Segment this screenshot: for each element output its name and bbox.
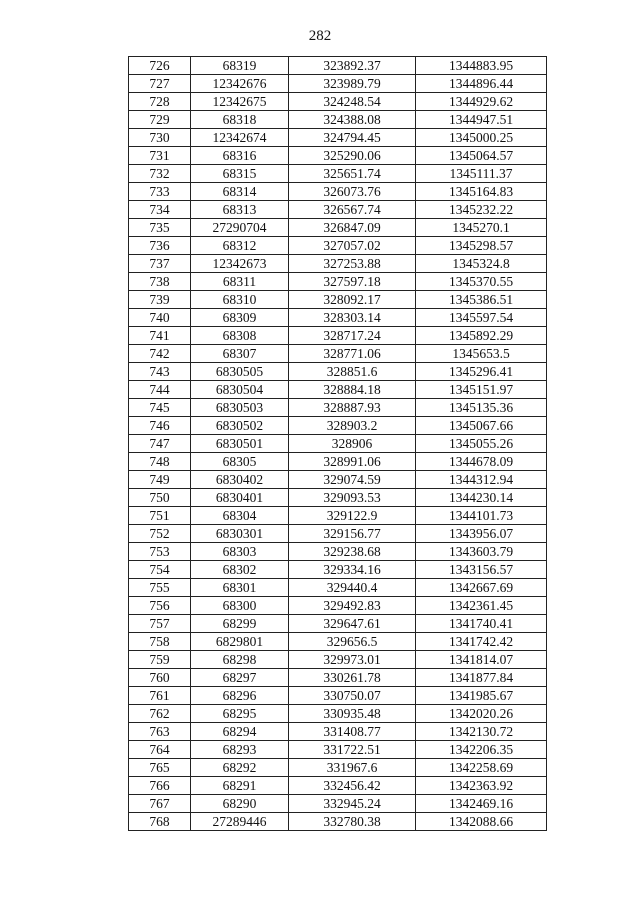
point-id-cell: 12342675 — [191, 93, 289, 111]
table-row — [129, 309, 547, 327]
y-coordinate-cell: 1342020.26 — [416, 705, 547, 723]
point-id-cell: 68303 — [191, 543, 289, 561]
y-coordinate-cell: 1344230.14 — [416, 489, 547, 507]
x-coordinate-cell: 328903.2 — [289, 417, 416, 435]
point-id-cell: 27290704 — [191, 219, 289, 237]
table-row — [129, 561, 547, 579]
y-coordinate-cell: 1342667.69 — [416, 579, 547, 597]
x-coordinate-cell: 326567.74 — [289, 201, 416, 219]
row-index-cell: 736 — [129, 237, 191, 255]
x-coordinate-cell: 327253.88 — [289, 255, 416, 273]
table-row — [129, 471, 547, 489]
row-index-cell: 757 — [129, 615, 191, 633]
x-coordinate-cell: 329156.77 — [289, 525, 416, 543]
x-coordinate-cell: 329647.61 — [289, 615, 416, 633]
x-coordinate-cell: 324388.08 — [289, 111, 416, 129]
table-row — [129, 723, 547, 741]
point-id-cell: 68302 — [191, 561, 289, 579]
row-index-cell: 754 — [129, 561, 191, 579]
table-row — [129, 741, 547, 759]
point-id-cell: 68312 — [191, 237, 289, 255]
x-coordinate-cell: 330935.48 — [289, 705, 416, 723]
y-coordinate-cell: 1345151.97 — [416, 381, 547, 399]
y-coordinate-cell: 1342130.72 — [416, 723, 547, 741]
point-id-cell: 68296 — [191, 687, 289, 705]
point-id-cell: 68319 — [191, 57, 289, 75]
point-id-cell: 6830401 — [191, 489, 289, 507]
y-coordinate-cell: 1341814.07 — [416, 651, 547, 669]
table-row — [129, 57, 547, 75]
point-id-cell: 68304 — [191, 507, 289, 525]
y-coordinate-cell: 1344678.09 — [416, 453, 547, 471]
point-id-cell: 6830504 — [191, 381, 289, 399]
x-coordinate-cell: 330750.07 — [289, 687, 416, 705]
x-coordinate-cell: 329492.83 — [289, 597, 416, 615]
table-row — [129, 453, 547, 471]
point-id-cell: 6830501 — [191, 435, 289, 453]
table-row — [129, 201, 547, 219]
x-coordinate-cell: 327597.18 — [289, 273, 416, 291]
point-id-cell: 68308 — [191, 327, 289, 345]
row-index-cell: 765 — [129, 759, 191, 777]
table-row — [129, 687, 547, 705]
point-id-cell: 68314 — [191, 183, 289, 201]
y-coordinate-cell: 1342361.45 — [416, 597, 547, 615]
y-coordinate-cell: 1345270.1 — [416, 219, 547, 237]
table-row — [129, 651, 547, 669]
row-index-cell: 726 — [129, 57, 191, 75]
table-row — [129, 255, 547, 273]
point-id-cell: 27289446 — [191, 813, 289, 831]
row-index-cell: 764 — [129, 741, 191, 759]
row-index-cell: 739 — [129, 291, 191, 309]
row-index-cell: 743 — [129, 363, 191, 381]
row-index-cell: 731 — [129, 147, 191, 165]
table-row — [129, 399, 547, 417]
point-id-cell: 68299 — [191, 615, 289, 633]
row-index-cell: 767 — [129, 795, 191, 813]
y-coordinate-cell: 1343156.57 — [416, 561, 547, 579]
row-index-cell: 761 — [129, 687, 191, 705]
table-row — [129, 327, 547, 345]
point-id-cell: 12342676 — [191, 75, 289, 93]
row-index-cell: 727 — [129, 75, 191, 93]
point-id-cell: 68301 — [191, 579, 289, 597]
y-coordinate-cell: 1345111.37 — [416, 165, 547, 183]
row-index-cell: 744 — [129, 381, 191, 399]
table-row — [129, 345, 547, 363]
row-index-cell: 730 — [129, 129, 191, 147]
y-coordinate-cell: 1345892.29 — [416, 327, 547, 345]
point-id-cell: 68290 — [191, 795, 289, 813]
x-coordinate-cell: 328884.18 — [289, 381, 416, 399]
table-row — [129, 237, 547, 255]
table-row — [129, 777, 547, 795]
y-coordinate-cell: 1345067.66 — [416, 417, 547, 435]
row-index-cell: 742 — [129, 345, 191, 363]
row-index-cell: 762 — [129, 705, 191, 723]
point-id-cell: 68300 — [191, 597, 289, 615]
x-coordinate-cell: 328991.06 — [289, 453, 416, 471]
x-coordinate-cell: 329440.4 — [289, 579, 416, 597]
x-coordinate-cell: 328771.06 — [289, 345, 416, 363]
table-row — [129, 129, 547, 147]
y-coordinate-cell: 1341740.41 — [416, 615, 547, 633]
y-coordinate-cell: 1343603.79 — [416, 543, 547, 561]
x-coordinate-cell: 324794.45 — [289, 129, 416, 147]
table-row — [129, 75, 547, 93]
point-id-cell: 12342674 — [191, 129, 289, 147]
row-index-cell: 763 — [129, 723, 191, 741]
x-coordinate-cell: 329238.68 — [289, 543, 416, 561]
row-index-cell: 758 — [129, 633, 191, 651]
table-row — [129, 705, 547, 723]
x-coordinate-cell: 325651.74 — [289, 165, 416, 183]
x-coordinate-cell: 331967.6 — [289, 759, 416, 777]
row-index-cell: 753 — [129, 543, 191, 561]
row-index-cell: 728 — [129, 93, 191, 111]
row-index-cell: 747 — [129, 435, 191, 453]
point-id-cell: 68307 — [191, 345, 289, 363]
point-id-cell: 68298 — [191, 651, 289, 669]
y-coordinate-cell: 1345324.8 — [416, 255, 547, 273]
x-coordinate-cell: 328717.24 — [289, 327, 416, 345]
table-row — [129, 543, 547, 561]
x-coordinate-cell: 329334.16 — [289, 561, 416, 579]
point-id-cell: 68318 — [191, 111, 289, 129]
table-row — [129, 291, 547, 309]
y-coordinate-cell: 1345296.41 — [416, 363, 547, 381]
row-index-cell: 768 — [129, 813, 191, 831]
point-id-cell: 68315 — [191, 165, 289, 183]
x-coordinate-cell: 332456.42 — [289, 777, 416, 795]
x-coordinate-cell: 328303.14 — [289, 309, 416, 327]
table-row — [129, 489, 547, 507]
row-index-cell: 734 — [129, 201, 191, 219]
x-coordinate-cell: 332780.38 — [289, 813, 416, 831]
table-row — [129, 615, 547, 633]
row-index-cell: 755 — [129, 579, 191, 597]
row-index-cell: 740 — [129, 309, 191, 327]
table-row — [129, 633, 547, 651]
point-id-cell: 6830502 — [191, 417, 289, 435]
y-coordinate-cell: 1344947.51 — [416, 111, 547, 129]
x-coordinate-cell: 326847.09 — [289, 219, 416, 237]
x-coordinate-cell: 326073.76 — [289, 183, 416, 201]
table-row — [129, 417, 547, 435]
y-coordinate-cell: 1345232.22 — [416, 201, 547, 219]
table-row — [129, 147, 547, 165]
table-row — [129, 597, 547, 615]
point-id-cell: 6830301 — [191, 525, 289, 543]
point-id-cell: 68316 — [191, 147, 289, 165]
y-coordinate-cell: 1344896.44 — [416, 75, 547, 93]
table-row — [129, 381, 547, 399]
x-coordinate-cell: 323989.79 — [289, 75, 416, 93]
y-coordinate-cell: 1342258.69 — [416, 759, 547, 777]
point-id-cell: 68309 — [191, 309, 289, 327]
y-coordinate-cell: 1345386.51 — [416, 291, 547, 309]
point-id-cell: 68295 — [191, 705, 289, 723]
row-index-cell: 760 — [129, 669, 191, 687]
x-coordinate-cell: 329656.5 — [289, 633, 416, 651]
table-row — [129, 93, 547, 111]
row-index-cell: 738 — [129, 273, 191, 291]
table-row — [129, 219, 547, 237]
y-coordinate-cell: 1342363.92 — [416, 777, 547, 795]
y-coordinate-cell: 1345064.57 — [416, 147, 547, 165]
y-coordinate-cell: 1345597.54 — [416, 309, 547, 327]
x-coordinate-cell: 325290.06 — [289, 147, 416, 165]
table-row — [129, 813, 547, 831]
table-row — [129, 363, 547, 381]
x-coordinate-cell: 328092.17 — [289, 291, 416, 309]
point-id-cell: 6829801 — [191, 633, 289, 651]
point-id-cell: 68291 — [191, 777, 289, 795]
x-coordinate-cell: 327057.02 — [289, 237, 416, 255]
point-id-cell: 68305 — [191, 453, 289, 471]
y-coordinate-cell: 1341742.42 — [416, 633, 547, 651]
y-coordinate-cell: 1343956.07 — [416, 525, 547, 543]
y-coordinate-cell: 1344929.62 — [416, 93, 547, 111]
point-id-cell: 68294 — [191, 723, 289, 741]
point-id-cell: 68293 — [191, 741, 289, 759]
x-coordinate-cell: 329074.59 — [289, 471, 416, 489]
point-id-cell: 68292 — [191, 759, 289, 777]
y-coordinate-cell: 1341985.67 — [416, 687, 547, 705]
row-index-cell: 746 — [129, 417, 191, 435]
row-index-cell: 752 — [129, 525, 191, 543]
y-coordinate-cell: 1341877.84 — [416, 669, 547, 687]
row-index-cell: 741 — [129, 327, 191, 345]
y-coordinate-cell: 1344101.73 — [416, 507, 547, 525]
table-row — [129, 111, 547, 129]
row-index-cell: 766 — [129, 777, 191, 795]
point-id-cell: 6830505 — [191, 363, 289, 381]
page-number: 282 — [308, 28, 332, 44]
x-coordinate-cell: 331722.51 — [289, 741, 416, 759]
x-coordinate-cell: 324248.54 — [289, 93, 416, 111]
point-id-cell: 6830503 — [191, 399, 289, 417]
x-coordinate-cell: 332945.24 — [289, 795, 416, 813]
table-row — [129, 273, 547, 291]
table-row — [129, 165, 547, 183]
row-index-cell: 735 — [129, 219, 191, 237]
row-index-cell: 750 — [129, 489, 191, 507]
row-index-cell: 732 — [129, 165, 191, 183]
y-coordinate-cell: 1344312.94 — [416, 471, 547, 489]
row-index-cell: 733 — [129, 183, 191, 201]
y-coordinate-cell: 1344883.95 — [416, 57, 547, 75]
coordinates-table — [128, 56, 547, 831]
point-id-cell: 12342673 — [191, 255, 289, 273]
y-coordinate-cell: 1342206.35 — [416, 741, 547, 759]
row-index-cell: 749 — [129, 471, 191, 489]
table-body — [129, 57, 547, 831]
y-coordinate-cell: 1345000.25 — [416, 129, 547, 147]
point-id-cell: 68313 — [191, 201, 289, 219]
y-coordinate-cell: 1345135.36 — [416, 399, 547, 417]
table-row — [129, 525, 547, 543]
point-id-cell: 68297 — [191, 669, 289, 687]
row-index-cell: 756 — [129, 597, 191, 615]
y-coordinate-cell: 1345055.26 — [416, 435, 547, 453]
row-index-cell: 737 — [129, 255, 191, 273]
x-coordinate-cell: 329122.9 — [289, 507, 416, 525]
y-coordinate-cell: 1345164.83 — [416, 183, 547, 201]
table-row — [129, 435, 547, 453]
x-coordinate-cell: 323892.37 — [289, 57, 416, 75]
x-coordinate-cell: 328887.93 — [289, 399, 416, 417]
y-coordinate-cell: 1342469.16 — [416, 795, 547, 813]
point-id-cell: 68311 — [191, 273, 289, 291]
point-id-cell: 68310 — [191, 291, 289, 309]
table-row — [129, 795, 547, 813]
table-row — [129, 183, 547, 201]
x-coordinate-cell: 330261.78 — [289, 669, 416, 687]
row-index-cell: 759 — [129, 651, 191, 669]
y-coordinate-cell: 1345653.5 — [416, 345, 547, 363]
y-coordinate-cell: 1345370.55 — [416, 273, 547, 291]
table-row — [129, 507, 547, 525]
point-id-cell: 6830402 — [191, 471, 289, 489]
y-coordinate-cell: 1345298.57 — [416, 237, 547, 255]
x-coordinate-cell: 328906 — [289, 435, 416, 453]
row-index-cell: 729 — [129, 111, 191, 129]
y-coordinate-cell: 1342088.66 — [416, 813, 547, 831]
row-index-cell: 748 — [129, 453, 191, 471]
x-coordinate-cell: 329093.53 — [289, 489, 416, 507]
table-row — [129, 669, 547, 687]
x-coordinate-cell: 328851.6 — [289, 363, 416, 381]
row-index-cell: 745 — [129, 399, 191, 417]
x-coordinate-cell: 331408.77 — [289, 723, 416, 741]
x-coordinate-cell: 329973.01 — [289, 651, 416, 669]
row-index-cell: 751 — [129, 507, 191, 525]
table-row — [129, 759, 547, 777]
table-row — [129, 579, 547, 597]
